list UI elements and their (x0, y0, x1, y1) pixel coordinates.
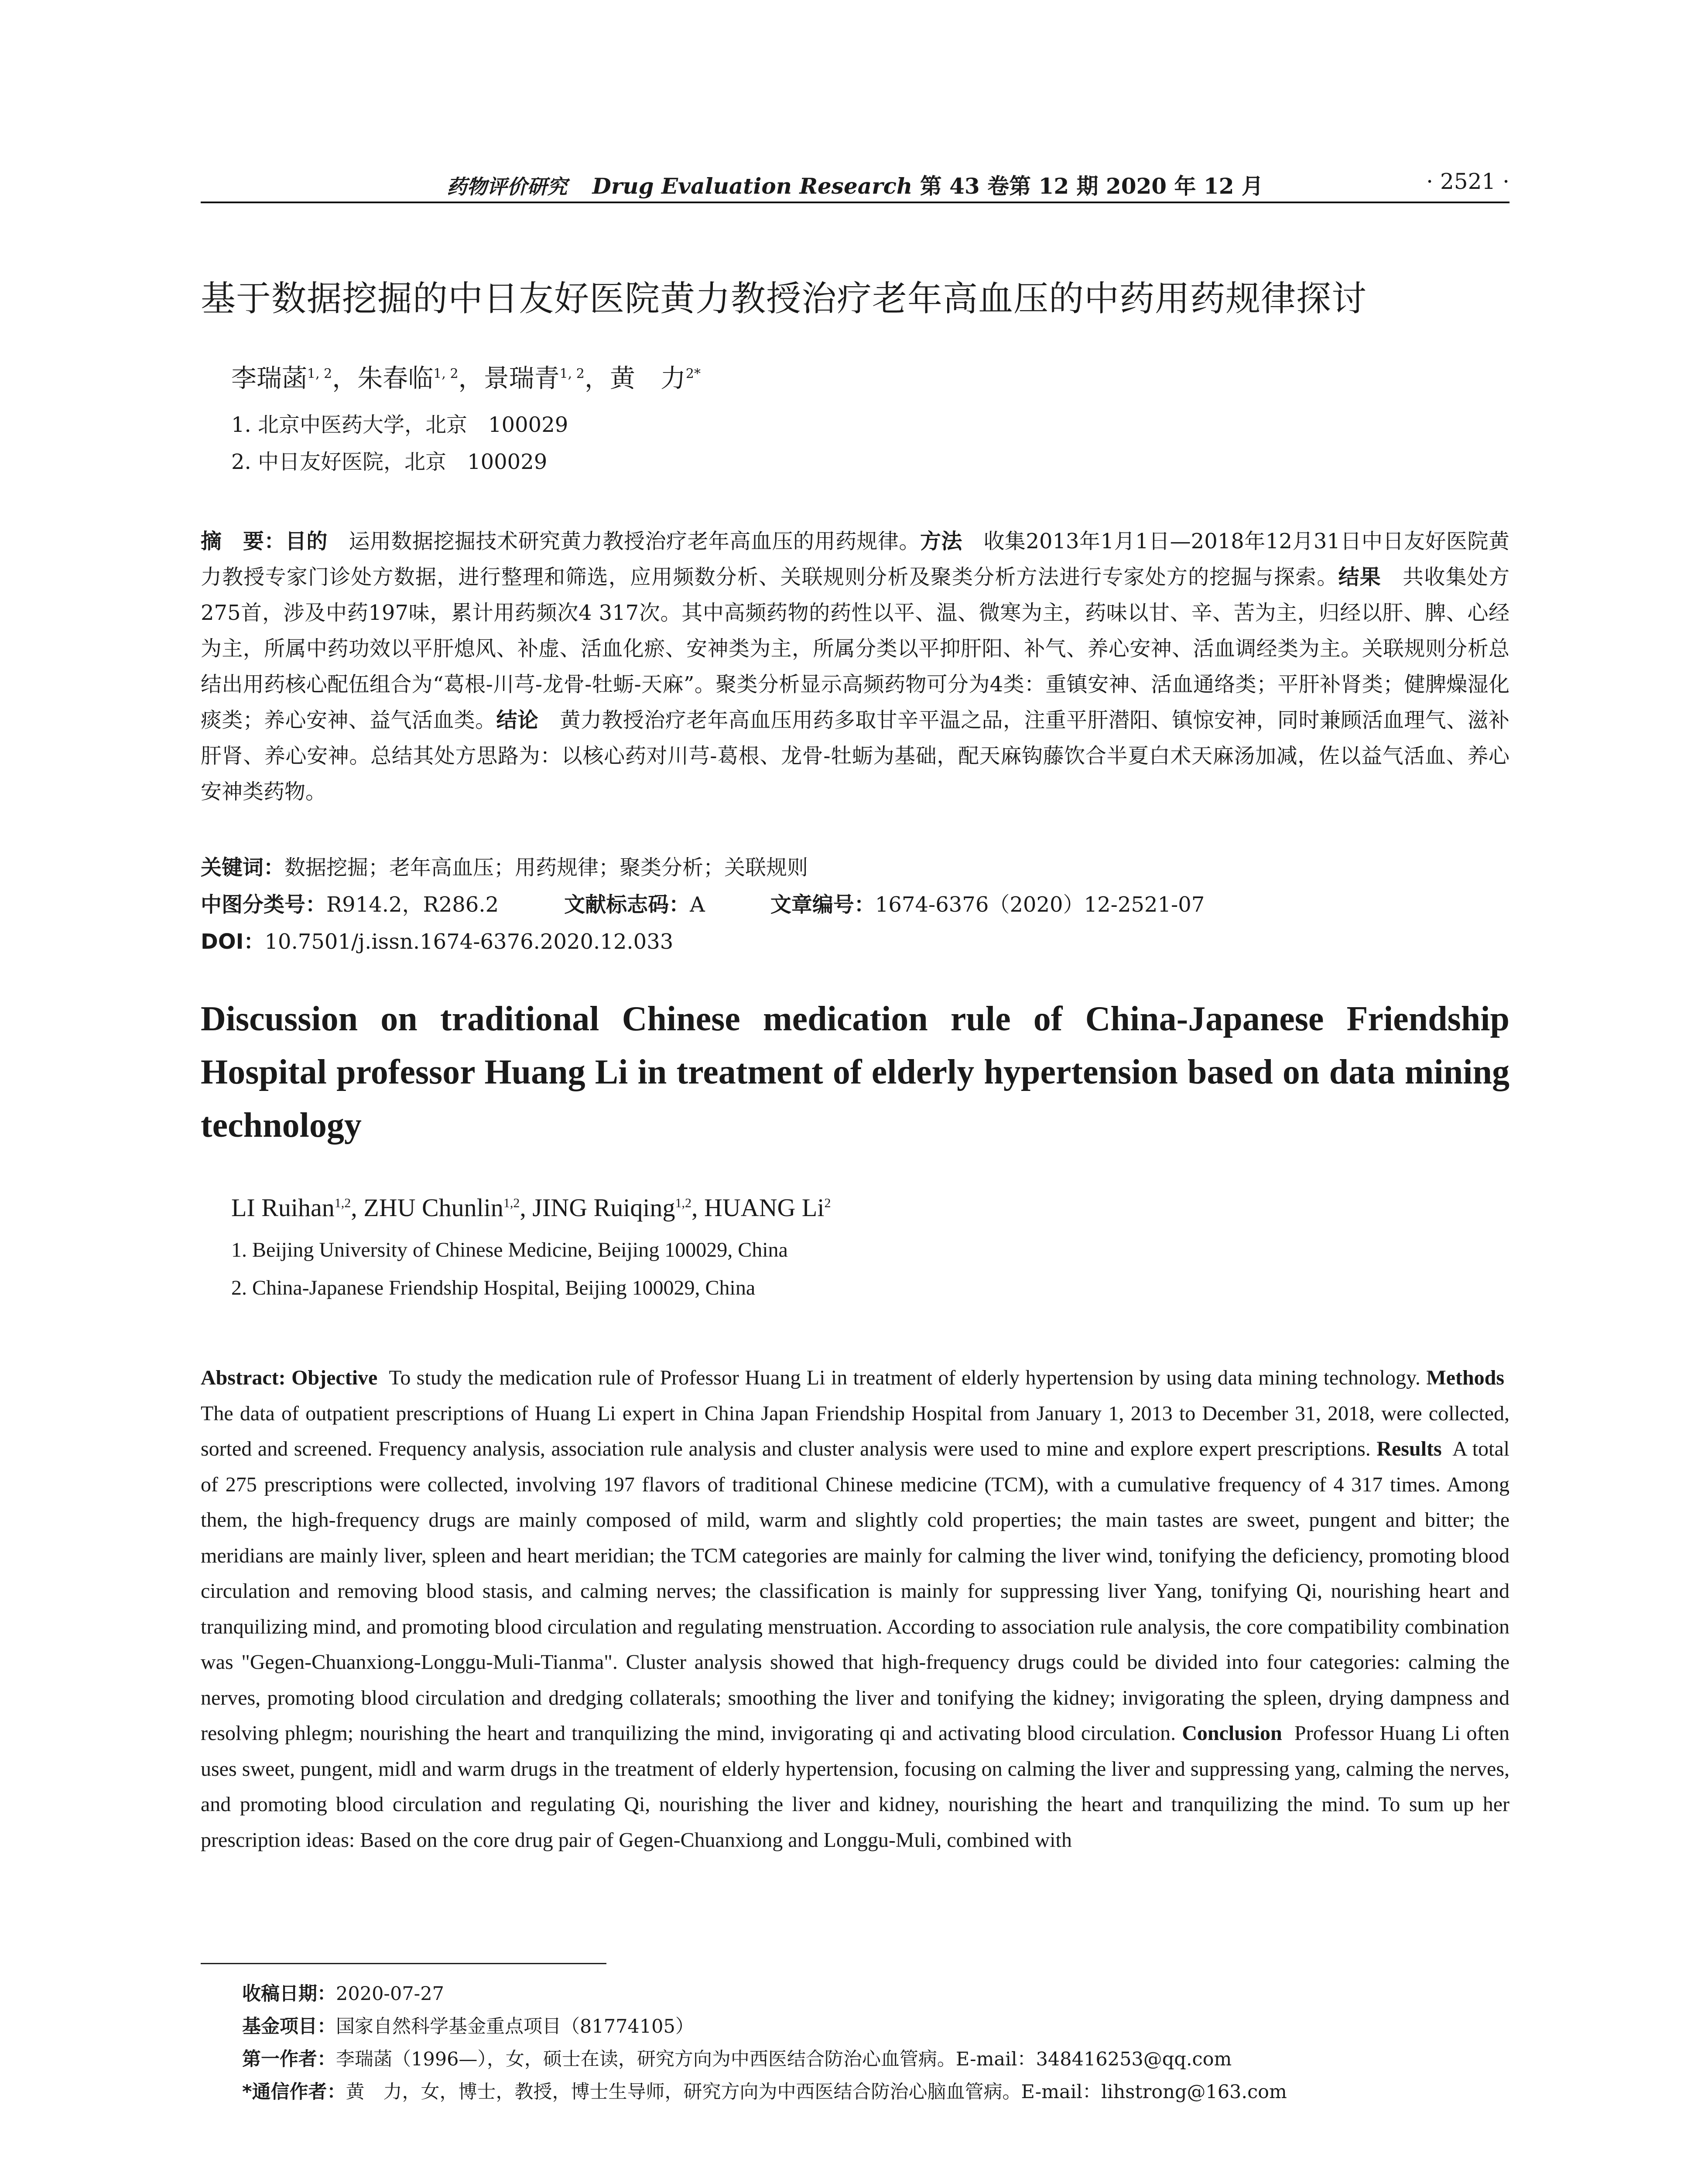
author-affil-sup: 1, 2 (433, 366, 459, 382)
article-no-label: 文章编号： (770, 892, 875, 917)
clc-value: R914.2，R286.2 (326, 892, 499, 917)
footnote-text: 李瑞菡（1996—），女，硕士在读，研究方向为中西医结合防治心血管病。E-mail：348416253@qq.com (336, 2048, 1232, 2070)
methods-label: Methods (1426, 1366, 1505, 1389)
conclusion-label: Conclusion (1182, 1722, 1282, 1745)
author-list-en (231, 1193, 831, 1222)
author-separator: ， (584, 363, 610, 393)
author-affil-sup: 1, 2 (559, 366, 585, 382)
footnote-label: *通信作者： (242, 2081, 346, 2103)
article-title-en: Discussion on traditional Chinese medication rule of China-Japanese Friendship Hospital professor Huang Li in treatment of elderly hypertension based on data mining technology (201, 1000, 1509, 1145)
abstract-label: 摘 要： (201, 529, 285, 554)
author-name: ZHU Chunlin (363, 1193, 503, 1222)
author-affil-sup: 1,2 (675, 1196, 691, 1210)
footnote-received (242, 1979, 444, 2006)
footnote-label: 基金项目： (242, 2016, 336, 2037)
author-separator: , (351, 1193, 364, 1222)
results-label: 结果 (1338, 565, 1381, 589)
footnote-text: 国家自然科学基金重点项目（81774105） (336, 2016, 694, 2037)
objective-text: To study the medication rule of Professor Huang Li in treatment of elderly hypertension by using data mining technology. (389, 1366, 1420, 1389)
results-text: 共收集处方275首，涉及中药197味，累计用药频次4 317次。其中高频药物的药性以平、温、微寒为主，药味以甘、辛、苦为主，归经以肝、脾、心经为主，所属中药功效以平肝熄风、补虚、活血化瘀、安神类为主，所属分类以平抑肝阳、补气、养心安神、活血调经类为主。关联规则分析总结出用药核心配伍组合为“葛根-川芎-龙骨-牡蛎-天麻”。聚类分析显示高频药物可分为4类：重镇安神、活血通络类；平肝补肾类；健脾燥湿化痰类；养心安神、益气活血类。 (201, 565, 1509, 732)
page-number: · 2521 · (1426, 169, 1509, 194)
abstract-cn (201, 523, 1509, 810)
footnote-corresponding-author (242, 2077, 1287, 2104)
objective-text: 运用数据挖掘技术研究黄力教授治疗老年高血压的用药规律。 (349, 529, 920, 554)
affiliation-en-1: 1. Beijing University of Chinese Medicine, Beijing 100029, China (231, 1238, 788, 1261)
abstract-en (201, 1360, 1509, 1858)
conclusion-text: Professor Huang Li often uses sweet, pungent, midl and warm drugs in the treatment of elderly hypertension, focusing on calming the liver and suppressing yang, calming the nerves, and promoting blood circulation and regulating Qi, nourishing the liver and kidney, nourishing the heart and tranquilizing the mind. To sum up her prescription ideas: Based on the core drug pair of Gegen-Chuanxiong and Longgu-Muli, combined with (201, 1722, 1510, 1852)
author-affil-sup: 1,2 (334, 1196, 351, 1210)
author-name: HUANG Li (704, 1193, 825, 1222)
methods-text: 收集2013年1月1日—2018年12月31日中日友好医院黄力教授专家门诊处方数据，进行整理和筛选，应用频数分析、关联规则分析及聚类分析方法进行专家处方的挖掘与探索。 (201, 529, 1509, 589)
clc-label: 中图分类号： (201, 892, 327, 917)
author-affil-sup: 2* (685, 366, 701, 382)
doi-value: 10.7501/j.issn.1674-6376.2020.12.033 (264, 930, 674, 954)
footnote-text: 2020-07-27 (336, 1983, 444, 2005)
doc-code-value: A (690, 892, 705, 917)
author-separator: , (691, 1193, 704, 1222)
results-label: Results (1376, 1437, 1442, 1460)
conclusion-text: 黄力教授治疗老年高血压用药多取甘辛平温之品，注重平肝潜阳、镇惊安神，同时兼顾活血理气、滋补肝肾、养心安神。总结其处方思路为：以核心药对川芎-葛根、龙骨-牡蛎为基础，配天麻钩藤饮合半夏白术天麻汤加减，佐以益气活血、养心安神类药物。 (201, 708, 1509, 804)
methods-label: 方法 (920, 529, 962, 554)
author-affil-sup: 1, 2 (307, 366, 332, 382)
doi-line (201, 925, 673, 955)
affiliation-cn-1: 1. 北京中医药大学，北京 100029 (231, 413, 568, 437)
author-name: 黄 力 (609, 363, 686, 393)
running-header-title (201, 169, 1509, 200)
author-name: 景瑞青 (483, 363, 560, 393)
footnote-rule (201, 1963, 606, 1964)
journal-name-cn: 药物评价研究 (447, 175, 568, 198)
results-text: A total of 275 prescriptions were collected, involving 197 flavors of traditional Chinese medicine (TCM), with a cumulative frequency of 4 317 times. Among them, the high-frequency drugs are mainly composed of mild, warm and slightly cold properties; the main tastes are sweet, pungent and bitter; the meridians are mainly liver, spleen and heart meridian; the TCM categories are mainly for calming the liver wind, tonifying the deficiency, promoting blood circulation and removing blood stasis, and calming nerves; the classification is mainly for suppressing liver Yang, tonifying Qi, nourishing heart and tranquilizing mind, and promoting blood circulation and regulating menstruation. According to association rule analysis, the core compatibility combination was "Gegen-Chuanxiong-Longgu-Muli-Tianma". Cluster analysis showed that high-frequency drugs could be divided into four categories: calming the nerves, promoting blood circulation and dredging collaterals; smoothing the liver and tonifying the kidney; invigorating the spleen, drying dampness and resolving phlegm; nourishing the heart and tranquilizing the mind, invigorating qi and activating blood circulation. (201, 1437, 1510, 1745)
keywords-line-cn (201, 851, 808, 881)
footnote-label: 第一作者： (242, 2048, 336, 2070)
article-title-cn: 基于数据挖掘的中日友好医院黄力教授治疗老年高血压的中药用药规律探讨 (201, 278, 1367, 319)
journal-name-en: Drug Evaluation Research (592, 173, 913, 199)
author-name: 李瑞菡 (231, 363, 308, 393)
issue-info: 第 43 卷第 12 期 2020 年 12 月 (920, 173, 1263, 199)
author-affil-sup: 2 (824, 1196, 831, 1210)
keywords-label: 关键词： (201, 855, 285, 880)
article-no-value: 1674-6376（2020）12-2521-07 (875, 892, 1205, 917)
classification-line (201, 888, 1205, 918)
abstract-label: Abstract: (201, 1366, 286, 1389)
author-separator: ， (332, 363, 358, 393)
keywords-text: 数据挖掘；老年高血压；用药规律；聚类分析；关联规则 (284, 855, 808, 880)
objective-label: Objective (291, 1366, 378, 1389)
author-name: 朱春临 (357, 363, 434, 393)
author-affil-sup: 1,2 (503, 1196, 520, 1210)
affiliation-en-2: 2. China-Japanese Friendship Hospital, Beijing 100029, China (231, 1276, 756, 1299)
objective-label: 目的 (285, 529, 328, 554)
author-name: JING Ruiqing (532, 1193, 675, 1222)
footnote-label: 收稿日期： (242, 1983, 336, 2005)
doc-code-label: 文献标志码： (564, 892, 690, 917)
footnote-text: 黄 力，女，博士，教授，博士生导师，研究方向为中西医结合防治心脑血管病。E-mail：lihstrong@163.com (346, 2081, 1287, 2103)
header-rule (201, 202, 1509, 203)
author-separator: , (520, 1193, 533, 1222)
doi-label: DOI： (201, 930, 265, 954)
methods-text: The data of outpatient prescriptions of Huang Li expert in China Japan Friendship Hospital from January 1, 2013 to December 31, 2018, were collected, sorted and screened. Frequency analysis, association rule analysis and cluster analysis were used to mine and explore expert prescriptions. (201, 1402, 1509, 1460)
author-separator: ， (458, 363, 484, 393)
running-header (201, 164, 1509, 198)
footnote-funding (242, 2012, 694, 2038)
conclusion-label: 结论 (496, 708, 539, 732)
author-name: LI Ruihan (231, 1193, 335, 1222)
footnote-first-author (242, 2044, 1232, 2071)
author-list-cn (231, 358, 701, 394)
affiliation-cn-2: 2. 中日友好医院，北京 100029 (231, 450, 548, 474)
